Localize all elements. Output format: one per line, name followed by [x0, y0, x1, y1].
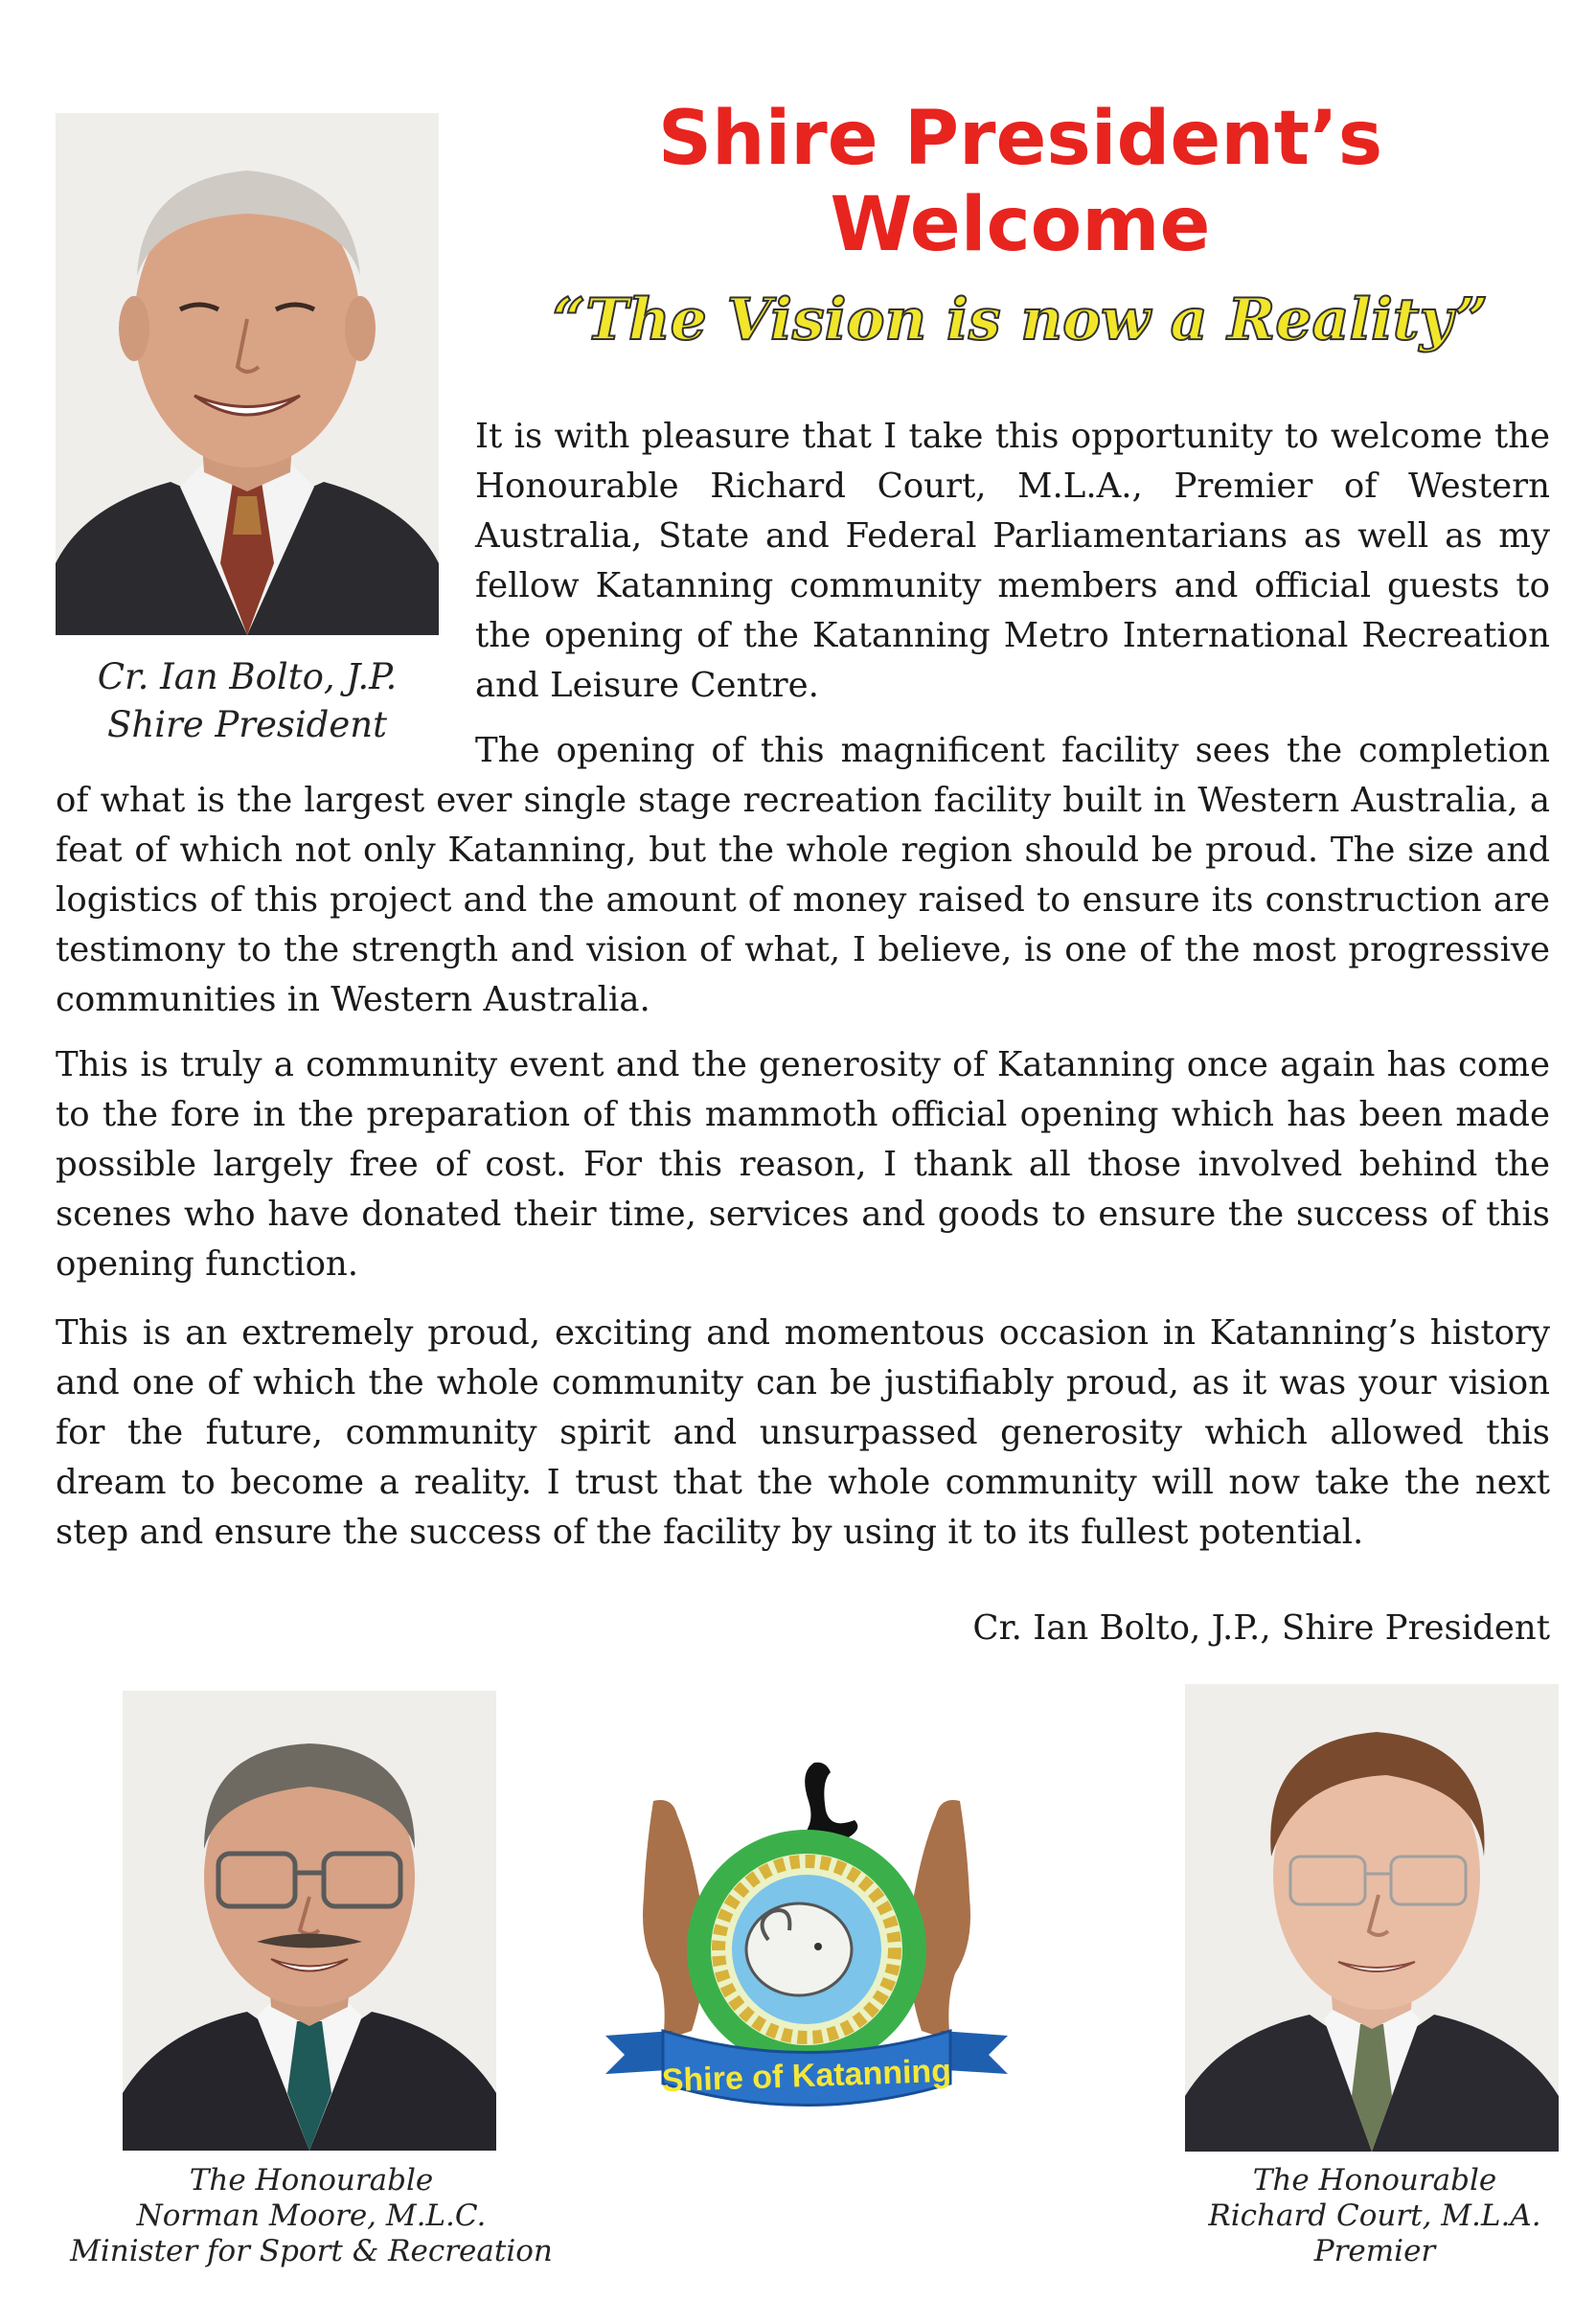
paragraph-1: It is with pleasure that I take this opportunity to welcome the Honourable Richard Court, M.L.A., Premier of Western Australia, State and Federal Parliamentarians as well as my fellow Katanning community members and official guests to the opening of the Katanning Metro International Recreation and Leisure Centre.	[475, 417, 1550, 705]
premier-photo	[1185, 1684, 1559, 2152]
caption-name: Norman Moore, M.L.C.	[136, 2198, 487, 2233]
caption-honorific: The Honourable	[189, 2163, 434, 2198]
title-line-1: Shire President’s	[657, 96, 1383, 182]
caption-title: Minister for Sport & Recreation	[70, 2234, 553, 2268]
minister-photo	[123, 1691, 496, 2151]
title-line-2: Welcome	[830, 182, 1211, 268]
caption-title: Premier	[1313, 2234, 1436, 2268]
crest-banner-text: Shire of Katanning	[661, 2052, 952, 2100]
paragraph-3: This is truly a community event and the generosity of Katanning once again has come to the fore in the preparation of this mammoth official opening which has been made possible largely free of cost. For this reason, I thank all those involved behind the scenes who have donated their time, services and goods to ensure the success of this opening function.	[56, 1045, 1550, 1284]
signature: Cr. Ian Bolto, J.P., Shire President	[972, 1608, 1550, 1648]
page-title	[498, 96, 1542, 268]
shire-crest-logo	[586, 1743, 1027, 2146]
caption-name: Richard Court, M.L.A.	[1208, 2198, 1541, 2233]
premier-caption	[1174, 2163, 1576, 2269]
paragraph-2: The opening of this magnificent facility sees the completion of what is the largest ever single stage recreation facility built in Western Australia, a feat of which not only Katanning, but the whole region should be proud. The size and logistics of this project and the amount of money raised to ensure its construction are testimony to the strength and vision of what, I believe, is one of the most progressive communities in Western Australia.	[56, 731, 1550, 1019]
page-subtitle: “The Vision is now a Reality”	[552, 286, 1489, 353]
minister-caption	[57, 2163, 565, 2269]
paragraph-4: This is an extremely proud, exciting and momentous occasion in Katanning’s history and one of which the whole community can be justifiably proud, as it was your vision for the future, community spirit and unsurpassed generosity which allowed this dream to become a reality. I trust that the whole community will now take the next step and ensure the success of the facility by using it to its fullest potential.	[56, 1313, 1550, 1552]
caption-title: Shire President	[107, 704, 387, 745]
shire-president-photo	[56, 113, 439, 635]
caption-name: Cr. Ian Bolto, J.P.	[97, 656, 398, 697]
caption-honorific: The Honourable	[1252, 2163, 1497, 2198]
